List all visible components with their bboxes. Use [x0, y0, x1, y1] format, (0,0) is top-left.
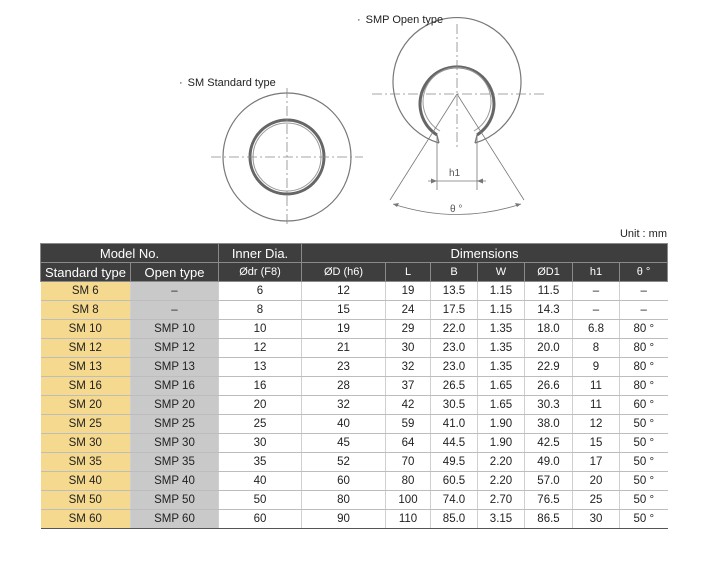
header-row-group	[41, 244, 668, 263]
standard-type-cell: SM 50	[41, 491, 131, 510]
theta-cell: 50 °	[620, 415, 668, 434]
w-cell: 1.15	[478, 282, 525, 301]
h1-cell: 17	[573, 453, 620, 472]
smp-open-type-caption	[357, 14, 443, 26]
od1-cell: 76.5	[525, 491, 573, 510]
theta-cell: 60 °	[620, 396, 668, 415]
col-header-theta: θ °	[620, 263, 668, 282]
standard-type-cell: SM 16	[41, 377, 131, 396]
l-cell: 70	[386, 453, 431, 472]
table-row	[41, 510, 668, 529]
sm-standard-type-label: SM Standard type	[187, 77, 276, 89]
l-cell: 30	[386, 339, 431, 358]
od-cell: 60	[302, 472, 386, 491]
open-type-cell: SMP 25	[131, 415, 219, 434]
theta-cell: –	[620, 301, 668, 320]
od-cell: 21	[302, 339, 386, 358]
od1-cell: 49.0	[525, 453, 573, 472]
b-cell: 26.5	[431, 377, 478, 396]
od-cell: 52	[302, 453, 386, 472]
inner-dia-cell: 13	[219, 358, 302, 377]
od-cell: 28	[302, 377, 386, 396]
h1-cell: 12	[573, 415, 620, 434]
dimensions-header: Dimensions	[302, 244, 668, 263]
open-type-cell: SMP 20	[131, 396, 219, 415]
h1-cell: 20	[573, 472, 620, 491]
inner-dia-header: Inner Dia.	[219, 244, 302, 263]
b-cell: 41.0	[431, 415, 478, 434]
w-cell: 1.35	[478, 339, 525, 358]
h1-cell: 15	[573, 434, 620, 453]
sm-standard-type-caption	[179, 77, 276, 89]
table-row	[41, 415, 668, 434]
standard-type-cell: SM 20	[41, 396, 131, 415]
model-no-header: Model No.	[41, 244, 219, 263]
standard-type-cell: SM 8	[41, 301, 131, 320]
table-row	[41, 434, 668, 453]
inner-dia-cell: 60	[219, 510, 302, 529]
b-cell: 22.0	[431, 320, 478, 339]
h1-cell: 11	[573, 377, 620, 396]
inner-dia-cell: 25	[219, 415, 302, 434]
l-cell: 37	[386, 377, 431, 396]
open-type-cell: SMP 13	[131, 358, 219, 377]
h1-cell: 11	[573, 396, 620, 415]
open-type-cell: –	[131, 282, 219, 301]
b-cell: 13.5	[431, 282, 478, 301]
od-cell: 80	[302, 491, 386, 510]
h1-cell: 6.8	[573, 320, 620, 339]
standard-type-cell: SM 30	[41, 434, 131, 453]
inner-dia-cell: 40	[219, 472, 302, 491]
h1-cell: –	[573, 282, 620, 301]
theta-cell: 50 °	[620, 491, 668, 510]
b-cell: 23.0	[431, 339, 478, 358]
open-type-cell: SMP 40	[131, 472, 219, 491]
od1-cell: 26.6	[525, 377, 573, 396]
table-row	[41, 472, 668, 491]
standard-type-cell: SM 6	[41, 282, 131, 301]
l-cell: 80	[386, 472, 431, 491]
caption-bullet: ·	[357, 14, 361, 26]
od-cell: 23	[302, 358, 386, 377]
theta-angle-label: θ °	[450, 204, 463, 215]
w-cell: 3.15	[478, 510, 525, 529]
od-cell: 19	[302, 320, 386, 339]
open-type-cell: SMP 60	[131, 510, 219, 529]
table-body	[41, 282, 668, 529]
od-cell: 90	[302, 510, 386, 529]
table-row	[41, 358, 668, 377]
specification-table	[40, 243, 668, 529]
smp-open-ring-drawing	[372, 18, 545, 215]
b-cell: 60.5	[431, 472, 478, 491]
standard-type-cell: SM 10	[41, 320, 131, 339]
open-type-cell: SMP 10	[131, 320, 219, 339]
l-cell: 110	[386, 510, 431, 529]
caption-bullet: ·	[179, 77, 183, 89]
od-cell: 12	[302, 282, 386, 301]
w-cell: 1.35	[478, 358, 525, 377]
theta-cell: –	[620, 282, 668, 301]
open-type-cell: SMP 50	[131, 491, 219, 510]
w-cell: 2.20	[478, 453, 525, 472]
l-cell: 42	[386, 396, 431, 415]
od-cell: 45	[302, 434, 386, 453]
od1-cell: 18.0	[525, 320, 573, 339]
open-type-header: Open type	[131, 263, 219, 282]
od-cell: 40	[302, 415, 386, 434]
table-row	[41, 339, 668, 358]
open-type-cell: SMP 35	[131, 453, 219, 472]
b-cell: 44.5	[431, 434, 478, 453]
b-cell: 85.0	[431, 510, 478, 529]
b-cell: 49.5	[431, 453, 478, 472]
od-cell: 15	[302, 301, 386, 320]
od1-cell: 38.0	[525, 415, 573, 434]
w-cell: 1.90	[478, 415, 525, 434]
theta-cell: 50 °	[620, 510, 668, 529]
w-cell: 1.15	[478, 301, 525, 320]
h1-cell: –	[573, 301, 620, 320]
table-row	[41, 491, 668, 510]
inner-dia-cell: 8	[219, 301, 302, 320]
l-cell: 24	[386, 301, 431, 320]
l-cell: 19	[386, 282, 431, 301]
od1-cell: 22.9	[525, 358, 573, 377]
od1-cell: 14.3	[525, 301, 573, 320]
od1-cell: 42.5	[525, 434, 573, 453]
open-type-cell: SMP 16	[131, 377, 219, 396]
sm-standard-ring-drawing	[211, 88, 363, 226]
table-row	[41, 396, 668, 415]
theta-cell: 50 °	[620, 453, 668, 472]
theta-cell: 80 °	[620, 377, 668, 396]
inner-dia-cell: 6	[219, 282, 302, 301]
inner-dia-cell: 35	[219, 453, 302, 472]
col-header-d: ØD (h6)	[302, 263, 386, 282]
inner-dia-cell: 10	[219, 320, 302, 339]
od1-cell: 20.0	[525, 339, 573, 358]
l-cell: 100	[386, 491, 431, 510]
w-cell: 1.65	[478, 377, 525, 396]
theta-cell: 80 °	[620, 320, 668, 339]
od1-cell: 86.5	[525, 510, 573, 529]
standard-type-cell: SM 40	[41, 472, 131, 491]
smp-open-type-label: SMP Open type	[365, 14, 444, 26]
w-cell: 1.90	[478, 434, 525, 453]
od1-cell: 57.0	[525, 472, 573, 491]
od-cell: 32	[302, 396, 386, 415]
theta-cell: 50 °	[620, 472, 668, 491]
standard-type-header: Standard type	[41, 263, 131, 282]
table-row	[41, 301, 668, 320]
standard-type-cell: SM 60	[41, 510, 131, 529]
w-cell: 1.65	[478, 396, 525, 415]
l-cell: 32	[386, 358, 431, 377]
h1-dimension-label: h1	[449, 168, 461, 179]
h1-cell: 9	[573, 358, 620, 377]
ring-diagrams	[0, 0, 723, 230]
od1-cell: 30.3	[525, 396, 573, 415]
l-cell: 64	[386, 434, 431, 453]
col-header-d1: ØD1	[525, 263, 573, 282]
inner-dia-cell: 30	[219, 434, 302, 453]
l-cell: 29	[386, 320, 431, 339]
standard-type-cell: SM 25	[41, 415, 131, 434]
l-cell: 59	[386, 415, 431, 434]
col-header-b: B	[431, 263, 478, 282]
table-row	[41, 282, 668, 301]
standard-type-cell: SM 12	[41, 339, 131, 358]
h1-cell: 25	[573, 491, 620, 510]
col-header-w: W	[478, 263, 525, 282]
w-cell: 2.70	[478, 491, 525, 510]
inner-dia-cell: 20	[219, 396, 302, 415]
table-row	[41, 377, 668, 396]
inner-dia-cell: 50	[219, 491, 302, 510]
b-cell: 17.5	[431, 301, 478, 320]
h1-cell: 8	[573, 339, 620, 358]
standard-type-cell: SM 13	[41, 358, 131, 377]
theta-cell: 80 °	[620, 339, 668, 358]
table-row	[41, 320, 668, 339]
technical-drawings	[0, 0, 723, 230]
b-cell: 30.5	[431, 396, 478, 415]
w-cell: 2.20	[478, 472, 525, 491]
h1-cell: 30	[573, 510, 620, 529]
col-header-dr: Ødr (F8)	[219, 263, 302, 282]
b-cell: 74.0	[431, 491, 478, 510]
inner-dia-cell: 12	[219, 339, 302, 358]
unit-label: Unit : mm	[619, 228, 667, 240]
col-header-l: L	[386, 263, 431, 282]
theta-cell: 50 °	[620, 434, 668, 453]
table-row	[41, 453, 668, 472]
open-type-cell: –	[131, 301, 219, 320]
open-type-cell: SMP 12	[131, 339, 219, 358]
b-cell: 23.0	[431, 358, 478, 377]
w-cell: 1.35	[478, 320, 525, 339]
theta-cell: 80 °	[620, 358, 668, 377]
col-header-h1: h1	[573, 263, 620, 282]
open-type-cell: SMP 30	[131, 434, 219, 453]
od1-cell: 11.5	[525, 282, 573, 301]
standard-type-cell: SM 35	[41, 453, 131, 472]
inner-dia-cell: 16	[219, 377, 302, 396]
